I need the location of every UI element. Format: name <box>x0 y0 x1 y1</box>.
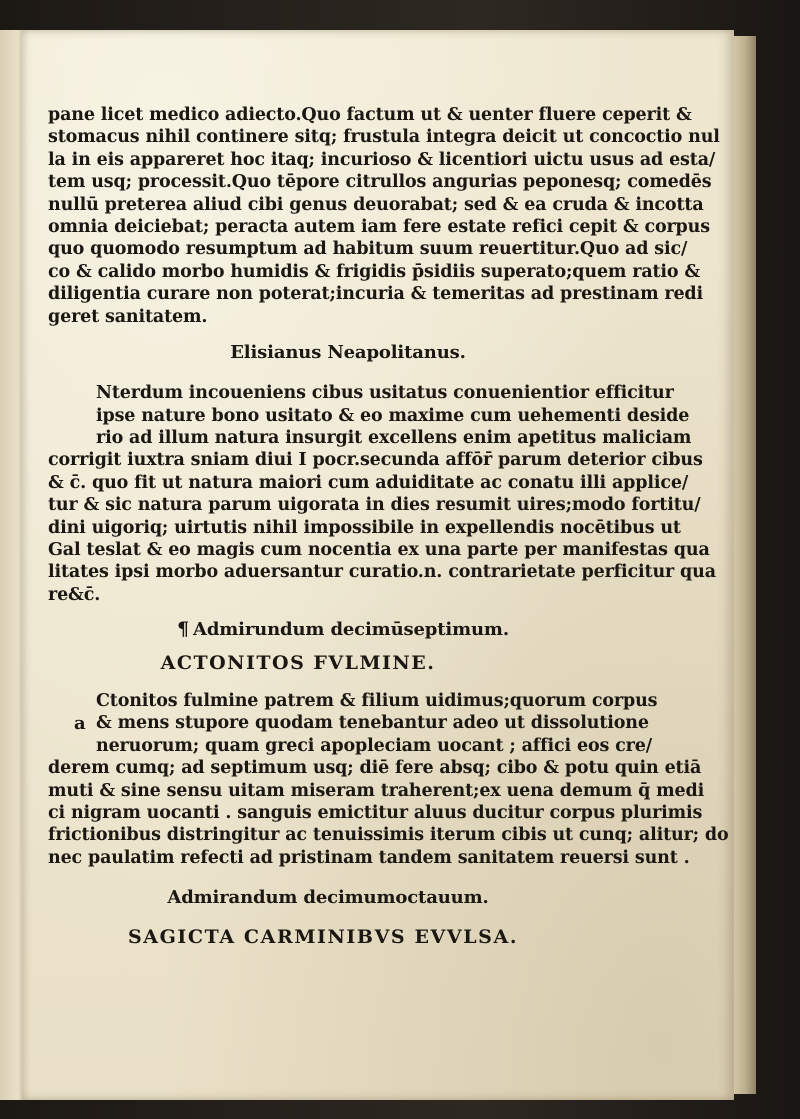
paragraph-mark-icon: ¶ <box>177 618 190 641</box>
text-line: nec paulatim refecti ad pristinam tandem sanitatem reuersi sunt . <box>48 847 690 868</box>
paragraph-1 <box>48 104 720 328</box>
text-line: ipse nature bono usitato & eo maxime cum uehementi deside <box>96 405 690 426</box>
text-line: frictionibus distringitur ac tenuissimis iterum cibis ut cunq; alitur; do <box>48 825 729 846</box>
text-line: ci nigram uocanti . sanguis emictitur aluus ducitur corpus plurimis <box>48 802 703 823</box>
text-line: derem cumq; ad septimum usq; diē fere absq; cibo & potu quin etiā <box>48 758 702 779</box>
page-text <box>48 104 729 948</box>
text-line: neruorum; quam greci apopleciam uocant ; affici eos cre/ <box>96 735 652 756</box>
text-line: muti & sine sensu uitam miseram traherent;ex uena demum q̄ medi <box>48 780 705 801</box>
paragraph-2 <box>48 382 716 606</box>
text-line: corrigit iuxtra sniam diui I pocr.secunda affōr̄ parum deterior cibus <box>48 450 703 471</box>
section-heading-decimumseptimum <box>48 618 628 641</box>
text-line: & mens stupore quodam tenebantur adeo ut dissolutione <box>96 713 649 734</box>
text-line: nullū preterea aliud cibi genus deuorabat; sed & ea cruda & incotta <box>48 194 704 215</box>
text-line: Ctonitos fulmine patrem & filium uidimus;quorum corpus <box>96 691 658 712</box>
text-line: la in eis appareret hoc itaq; incurioso & licentiori uictu usus ad esta/ <box>48 149 716 170</box>
text-line: Nterdum incoueniens cibus usitatus conuenientior efficitur <box>96 383 674 404</box>
text-line: stomacus nihil continere sitq; frustula integra deicit ut concoctio nul <box>48 127 720 148</box>
text-line: co & calido morbo humidis & frigidis p̄sidiis superato;quem ratio & <box>48 261 701 282</box>
section-title-sagicta: SAGICTA CARMINIBVS EVVLSA. <box>127 925 519 948</box>
text-line: pane licet medico adiecto.Quo factum ut & uenter fluere ceperit & <box>48 105 692 125</box>
marginal-letter: a <box>74 713 86 734</box>
text-line: re&c̄. <box>48 584 101 605</box>
heading-text: Admirundum decimūseptimum. <box>193 619 509 641</box>
paragraph-3 <box>48 690 729 869</box>
section-heading-decimumoctauum: Admirandum decimumoctauum. <box>167 887 489 909</box>
text-line: litates ipsi morbo aduersantur curatio.n. contrarietate perficitur qua <box>48 562 716 583</box>
text-line: diligentia curare non poterat;incuria & temeritas ad prestinam redi <box>48 284 704 305</box>
section-title-actonitos: ACTONITOS FVLMINE. <box>160 651 436 674</box>
text-line: tur & sic natura parum uigorata in dies resumit uires;modo fortitu/ <box>48 495 701 516</box>
text-line: tem usq; processit.Quo tēpore citrullos angurias peponesq; comedēs <box>48 172 712 193</box>
text-line: omnia deiciebat; peracta autem iam fere estate refici cepit & corpus <box>48 216 710 237</box>
section-heading-elisianus: Elisianus Neapolitanus. <box>230 341 466 363</box>
text-line: geret sanitatem. <box>48 306 208 327</box>
text-line: dini uigoriq; uirtutis nihil impossibile in expellendis nocētibus ut <box>48 517 681 538</box>
text-line: & c̄. quo fit ut natura maiori cum aduiditate ac conatu illi applice/ <box>48 472 689 493</box>
text-line: Gal teslat & eo magis cum nocentia ex una parte per manifestas qua <box>48 540 710 561</box>
text-line: quo quomodo resumptum ad habitum suum reuertitur.Quo ad sic/ <box>48 239 688 260</box>
page-edges <box>734 36 756 1094</box>
text-line: rio ad illum natura insurgit excellens enim apetitus maliciam <box>96 428 692 449</box>
